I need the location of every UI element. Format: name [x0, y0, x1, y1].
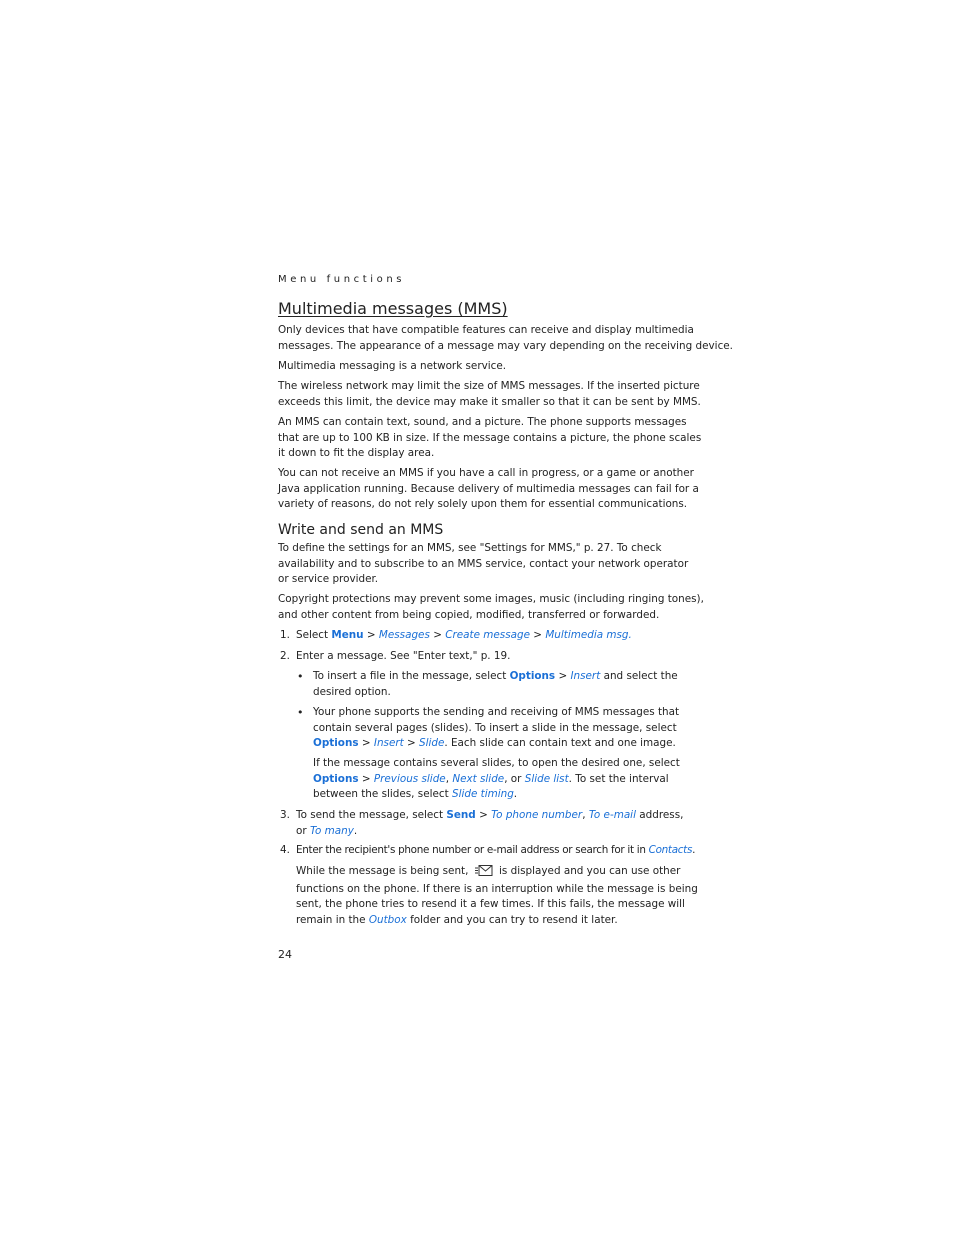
bullet-item-insert-slide: Your phone supports the sending and receiving of MMS messages that contain several pages (slides). To insert a slide in the message, select Options > Insert > Slide. Each slide can contain text and one image.	[313, 706, 680, 750]
menu-key[interactable]: Menu	[331, 629, 364, 641]
to-phone-number-menu-item[interactable]: To phone number	[491, 809, 583, 821]
section-header: Menu functions	[278, 274, 406, 285]
multimedia-msg-menu-item[interactable]: Multimedia msg.	[545, 629, 632, 641]
contacts-menu-item[interactable]: Contacts	[648, 844, 693, 856]
intro-paragraph-4: An MMS can contain text, sound, and a picture. The phone supports messages that are up to 100 KB in size. If the message contains a picture, the phone scales it down to fit the display area.	[278, 416, 702, 460]
options-key[interactable]: Options	[509, 670, 556, 682]
step-number-1: 1.	[280, 629, 290, 641]
previous-slide-menu-item[interactable]: Previous slide	[373, 772, 446, 785]
send-key[interactable]: Send	[446, 809, 476, 821]
to-many-menu-item[interactable]: To many	[309, 824, 354, 837]
copyright-paragraph: Copyright protections may prevent some images, music (including ringing tones), and other content from being copied, modified, transferred or forwarded.	[278, 593, 704, 621]
bullet-item-open-slide: If the message contains several slides, to open the desired one, select Options > Previous slide, Next slide, or Slide list. To set the interval between the slides, select Slide timing.	[313, 757, 680, 801]
outbox-folder-link[interactable]: Outbox	[368, 913, 407, 926]
next-slide-menu-item[interactable]: Next slide	[452, 772, 505, 785]
options-key[interactable]: Options	[313, 772, 359, 785]
messages-menu-item[interactable]: Messages	[378, 629, 430, 641]
slide-list-menu-item[interactable]: Slide list	[524, 772, 569, 785]
to-email-menu-item[interactable]: To e-mail	[588, 809, 636, 821]
intro-paragraph-5: You can not receive an MMS if you have a call in progress, or a game or another Java application running. Because delivery of multimedia messages can fail for a variety of reasons, do not rely solely upon them for essential communications.	[278, 467, 699, 511]
step-3: To send the message, select Send > To phone number, To e-mail address, or To many.	[296, 809, 684, 837]
step-2: Enter a message. See "Enter text," p. 19.	[296, 650, 511, 662]
bullet-2: •	[297, 706, 304, 719]
intro-paragraph-2: Multimedia messaging is a network service.	[278, 360, 507, 372]
page-title: Multimedia messages (MMS)	[278, 299, 508, 318]
create-message-menu-item[interactable]: Create message	[445, 629, 530, 641]
settings-paragraph: To define the settings for an MMS, see "Settings for MMS," p. 27. To check availability and to subscribe to an MMS service, contact your network operator or service provider.	[278, 542, 689, 586]
section-subtitle: Write and send an MMS	[278, 522, 444, 538]
insert-menu-item[interactable]: Insert	[373, 737, 404, 750]
intro-paragraph-1: Only devices that have compatible features can receive and display multimedia messages. The appearance of a message may vary depending on the receiving device.	[278, 324, 733, 352]
step-4: Enter the recipient's phone number or e-mail address or search for it in Contacts.	[296, 844, 696, 856]
bullet-item-insert-file: To insert a file in the message, select Options > Insert and select the desired option.	[313, 670, 678, 698]
step-number-4: 4.	[280, 844, 290, 856]
slide-menu-item[interactable]: Slide	[419, 737, 445, 750]
step-1: Select Menu > Messages > Create message > Multimedia msg.	[296, 629, 632, 641]
step-4-note: While the message is being sent, is displayed and you can use other functions on the phone. If there is an interruption while the message is being sent, the phone tries to resend it a few times. If this fails, the message will remain in the Outbox folder and you can try to resend it later.	[296, 865, 698, 926]
step-number-2: 2.	[280, 650, 290, 662]
message-sending-icon	[475, 865, 493, 882]
options-key[interactable]: Options	[313, 737, 359, 750]
step-number-3: 3.	[280, 809, 290, 821]
slide-timing-menu-item[interactable]: Slide timing	[451, 788, 514, 801]
page-number: 24	[278, 948, 292, 961]
insert-menu-item[interactable]: Insert	[570, 670, 601, 682]
intro-paragraph-3: The wireless network may limit the size of MMS messages. If the inserted picture exceeds this limit, the device may make it smaller so that it can be sent by MMS.	[278, 380, 701, 408]
bullet-1: •	[297, 670, 304, 683]
